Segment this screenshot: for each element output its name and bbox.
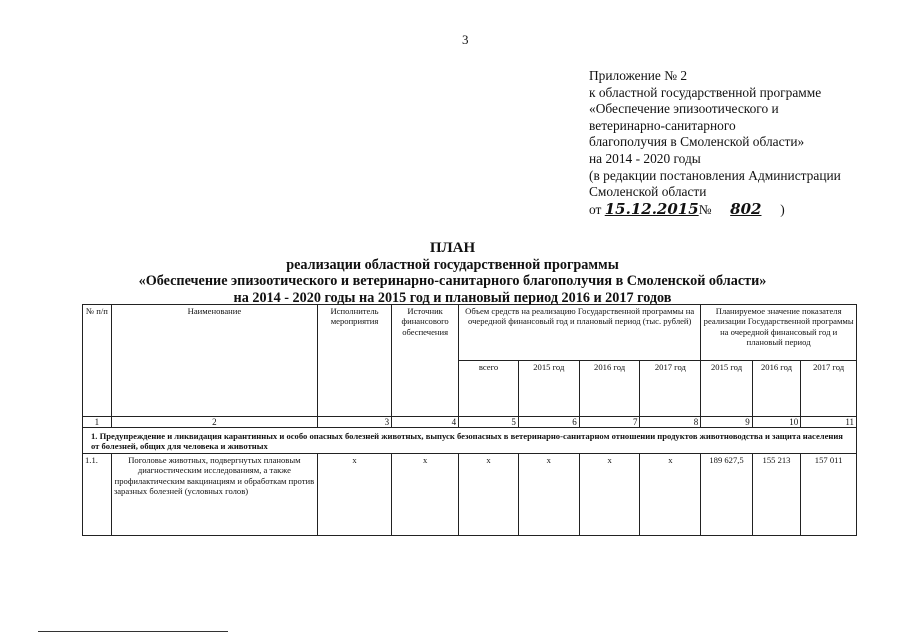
row-ind-2016: 155 213 bbox=[752, 453, 800, 535]
row-source: х bbox=[392, 453, 459, 535]
appendix-line: (в редакции постановления Администрации bbox=[589, 167, 841, 183]
appendix-line: на 2014 - 2020 годы bbox=[589, 150, 701, 166]
title-line-3: «Обеспечение эпизоотического и ветеринарно-санитарного благополучия в Смоленской области» bbox=[138, 273, 767, 290]
header-ind-2015: 2015 год bbox=[701, 361, 753, 417]
header-executor: Исполнитель мероприятия bbox=[317, 305, 391, 417]
row-total: х bbox=[459, 453, 519, 535]
col-number: 4 bbox=[392, 417, 459, 428]
col-number: 8 bbox=[640, 417, 701, 428]
col-number: 1 bbox=[83, 417, 112, 428]
plan-table bbox=[82, 304, 857, 536]
section-heading: 1. Предупреждение и ликвидация карантинных и особо опасных болезней животных, выпуск безопасных в ветеринарно-санитарном отношении продуктов животноводства и защита населения от болезней, общих для человека и животных bbox=[83, 428, 857, 454]
header-2015: 2015 год bbox=[518, 361, 579, 417]
col-number: 10 bbox=[752, 417, 800, 428]
title-line-4: на 2014 - 2020 годы на 2015 год и плановый период 2016 и 2017 годов bbox=[233, 289, 672, 306]
header-funds: Объем средств на реализацию Государственной программы на очередной финансовый год и плановый период (тыс. рублей) bbox=[459, 305, 701, 361]
header-2017: 2017 год bbox=[640, 361, 701, 417]
header-num: № п/п bbox=[83, 305, 112, 417]
table-row bbox=[83, 453, 857, 535]
date-prefix: от bbox=[589, 201, 602, 217]
appendix-line: Приложение № 2 bbox=[589, 68, 688, 83]
header-ind-2016: 2016 год bbox=[752, 361, 800, 417]
col-number: 3 bbox=[317, 417, 391, 428]
col-number: 2 bbox=[111, 417, 317, 428]
row-executor: х bbox=[317, 453, 391, 535]
appendix-line: «Обеспечение эпизоотического и bbox=[589, 101, 779, 117]
appendix-block bbox=[589, 68, 841, 218]
row-ind-2015: 189 627,5 bbox=[701, 453, 753, 535]
handwritten-date: 15.12.2015 bbox=[604, 199, 699, 218]
col-number: 11 bbox=[801, 417, 857, 428]
decree-date-line bbox=[589, 201, 841, 219]
number-sign: № bbox=[698, 201, 712, 217]
title-line-2: реализации областной государственной программы bbox=[286, 256, 619, 273]
plan-title bbox=[0, 240, 905, 306]
row-2016: х bbox=[579, 453, 640, 535]
appendix-line: Смоленской области bbox=[589, 184, 707, 200]
column-number-row bbox=[83, 417, 857, 428]
row-name: Поголовье животных, подвергнутых плановым диагностическим исследованиям, а также профилактическим вакцинациям и обработкам против заразных болезней (условных голов) bbox=[111, 453, 317, 535]
handwritten-number: 802 bbox=[730, 199, 762, 218]
appendix-line: ветеринарно-санитарного bbox=[589, 117, 736, 133]
closing-paren: ) bbox=[780, 201, 785, 217]
row-ind-2017: 157 011 bbox=[801, 453, 857, 535]
header-name: Наименование bbox=[111, 305, 317, 417]
header-total: всего bbox=[459, 361, 519, 417]
footnote-divider bbox=[38, 631, 228, 632]
appendix-line: благополучия в Смоленской области» bbox=[589, 134, 805, 150]
col-number: 9 bbox=[701, 417, 753, 428]
header-ind-2017: 2017 год bbox=[801, 361, 857, 417]
header-2016: 2016 год bbox=[579, 361, 640, 417]
row-2017: х bbox=[640, 453, 701, 535]
col-number: 7 bbox=[579, 417, 640, 428]
row-num: 1.1. bbox=[83, 453, 112, 535]
title-line-1: ПЛАН bbox=[429, 240, 476, 256]
appendix-line: к областной государственной программе bbox=[589, 84, 822, 100]
page-number: 3 bbox=[462, 32, 469, 47]
col-number: 6 bbox=[518, 417, 579, 428]
col-number: 5 bbox=[459, 417, 519, 428]
header-source: Источник финансового обеспечения bbox=[392, 305, 459, 417]
header-indicator: Планируемое значение показателя реализации Государственной программы на очередной финансовый год и плановый период bbox=[701, 305, 857, 361]
row-2015: х bbox=[518, 453, 579, 535]
